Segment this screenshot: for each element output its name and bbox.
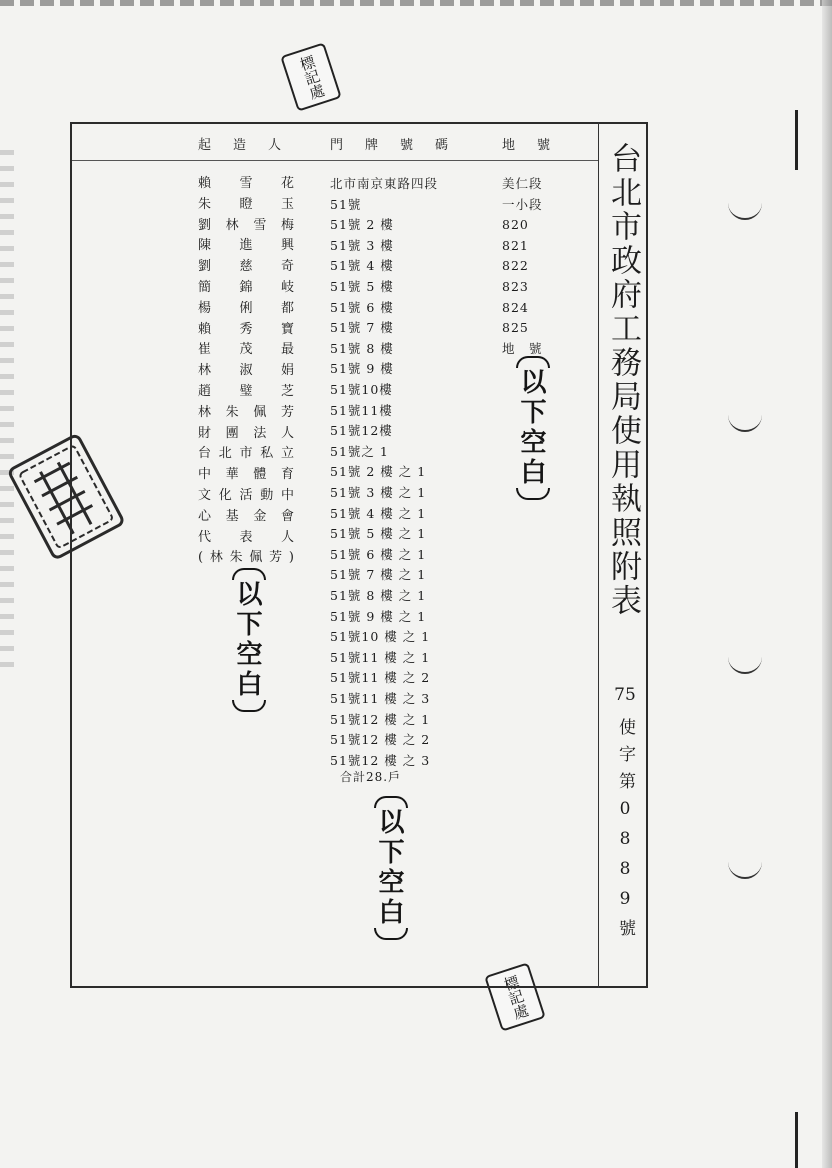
lot-number-row: 一小段 (502, 196, 543, 212)
lot-number-row: 地 號 (502, 340, 543, 356)
owner-name: 文化活動中 (198, 488, 294, 503)
lot-number-row: 823 (502, 279, 529, 294)
door-number-row: 51號 6 樓 之 1 (330, 546, 427, 562)
owner-name: 林淑娟 (198, 363, 294, 379)
door-number-row: 51號 3 樓 (330, 237, 394, 253)
punch-hole-mark (728, 855, 762, 879)
document-title: 台北市政府工務局使用執照附表 (605, 142, 641, 618)
punch-hole-mark (728, 650, 762, 674)
owner-name: 劉林雪梅 (198, 217, 294, 233)
owner-name: (林朱佩芳) (198, 550, 294, 566)
door-number-row: 51號12 樓 之 1 (330, 711, 431, 727)
owner-name: 賴雪花 (198, 176, 294, 191)
owner-name: 楊俐都 (198, 300, 294, 316)
permit-number: 75 (614, 685, 636, 705)
owner-name: 林朱佩芳 (198, 404, 294, 420)
owner-name: 財團法人 (198, 425, 294, 441)
lot-number-row: 821 (502, 237, 529, 253)
owner-name: 崔茂最 (198, 342, 294, 358)
door-number-row: 51號12樓 (330, 423, 393, 439)
punch-hole-mark (728, 196, 762, 220)
owner-name: 中華體育 (198, 467, 294, 483)
header-rule (72, 160, 598, 161)
blank-marker-door: 以下空白 (372, 800, 406, 936)
scan-mark-right-top (795, 110, 798, 170)
blank-marker-lot: 以下空白 (514, 360, 548, 496)
door-number-row: 51號 7 樓 之 1 (330, 567, 427, 583)
scan-edge-left (0, 150, 14, 670)
door-number-row: 北市南京東路四段 (330, 176, 439, 191)
door-number-row: 51號 5 樓 (330, 279, 394, 294)
owner-name: 心基金會 (198, 508, 294, 524)
door-number-row: 51號之 1 (330, 443, 389, 459)
lot-number-row: 美仁段 (502, 176, 543, 191)
lot-number-row: 822 (502, 258, 529, 274)
owner-name: 簡錦岐 (198, 280, 294, 295)
lot-number-row: 820 (502, 217, 529, 233)
permit-reference: 使字第0889號 (615, 718, 635, 946)
door-number-row: 51號 3 樓 之 1 (330, 485, 427, 500)
header-lot-number: 地號 (502, 138, 573, 153)
owner-name: 趙璧芝 (198, 384, 294, 399)
door-number-row: 51號12 樓 之 2 (330, 732, 431, 748)
blank-marker-owner: 以下空白 (230, 572, 264, 708)
lot-number-row: 825 (502, 320, 529, 336)
punch-hole-mark (728, 408, 762, 432)
door-number-row: 51號10 樓 之 1 (330, 629, 431, 645)
door-number-row: 51號10樓 (330, 382, 393, 397)
scan-mark-right-bottom (795, 1112, 798, 1168)
door-number-row: 51號 (330, 196, 362, 212)
door-number-row: 51號 5 樓 之 1 (330, 526, 427, 542)
door-number-row: 51號11 樓 之 1 (330, 649, 431, 665)
door-number-row: 51號 8 樓 之 1 (330, 588, 427, 603)
door-number-row: 51號 9 樓 之 1 (330, 608, 427, 624)
header-owner: 起造人 (198, 138, 304, 153)
stamp-bottom: 標記處 (484, 962, 546, 1031)
owner-name: 陳進興 (198, 238, 294, 254)
owner-name: 代表人 (198, 529, 294, 545)
door-number-row: 51號 2 樓 (330, 217, 394, 233)
header-door-number: 門牌號碼 (330, 138, 471, 153)
door-number-row: 51號11 樓 之 3 (330, 691, 431, 706)
scan-edge-right (822, 0, 832, 1168)
owner-name: 賴秀寶 (198, 321, 294, 337)
door-number-row: 51號12 樓 之 3 (330, 752, 431, 768)
door-number-row: 51號11 樓 之 2 (330, 670, 431, 686)
door-number-row: 51號 9 樓 (330, 361, 394, 377)
owner-name: 台北市私立 (198, 446, 294, 462)
owner-name: 劉慈奇 (198, 259, 294, 275)
stamp-top: 標記處 (280, 42, 342, 111)
owner-name: 朱瞪玉 (198, 196, 294, 212)
door-number-row: 51號 2 樓 之 1 (330, 464, 427, 480)
door-number-row: 51號 7 樓 (330, 320, 394, 336)
door-number-row: 51號 4 樓 之 1 (330, 505, 427, 521)
household-total: 合計28.戶 (340, 770, 402, 784)
door-number-row: 51號 8 樓 (330, 340, 394, 356)
door-number-row: 51號 4 樓 (330, 258, 394, 274)
lot-number-row: 824 (502, 299, 529, 315)
door-number-row: 51號11樓 (330, 402, 393, 418)
door-number-row: 51號 6 樓 (330, 299, 394, 315)
scan-edge-top (0, 0, 832, 6)
